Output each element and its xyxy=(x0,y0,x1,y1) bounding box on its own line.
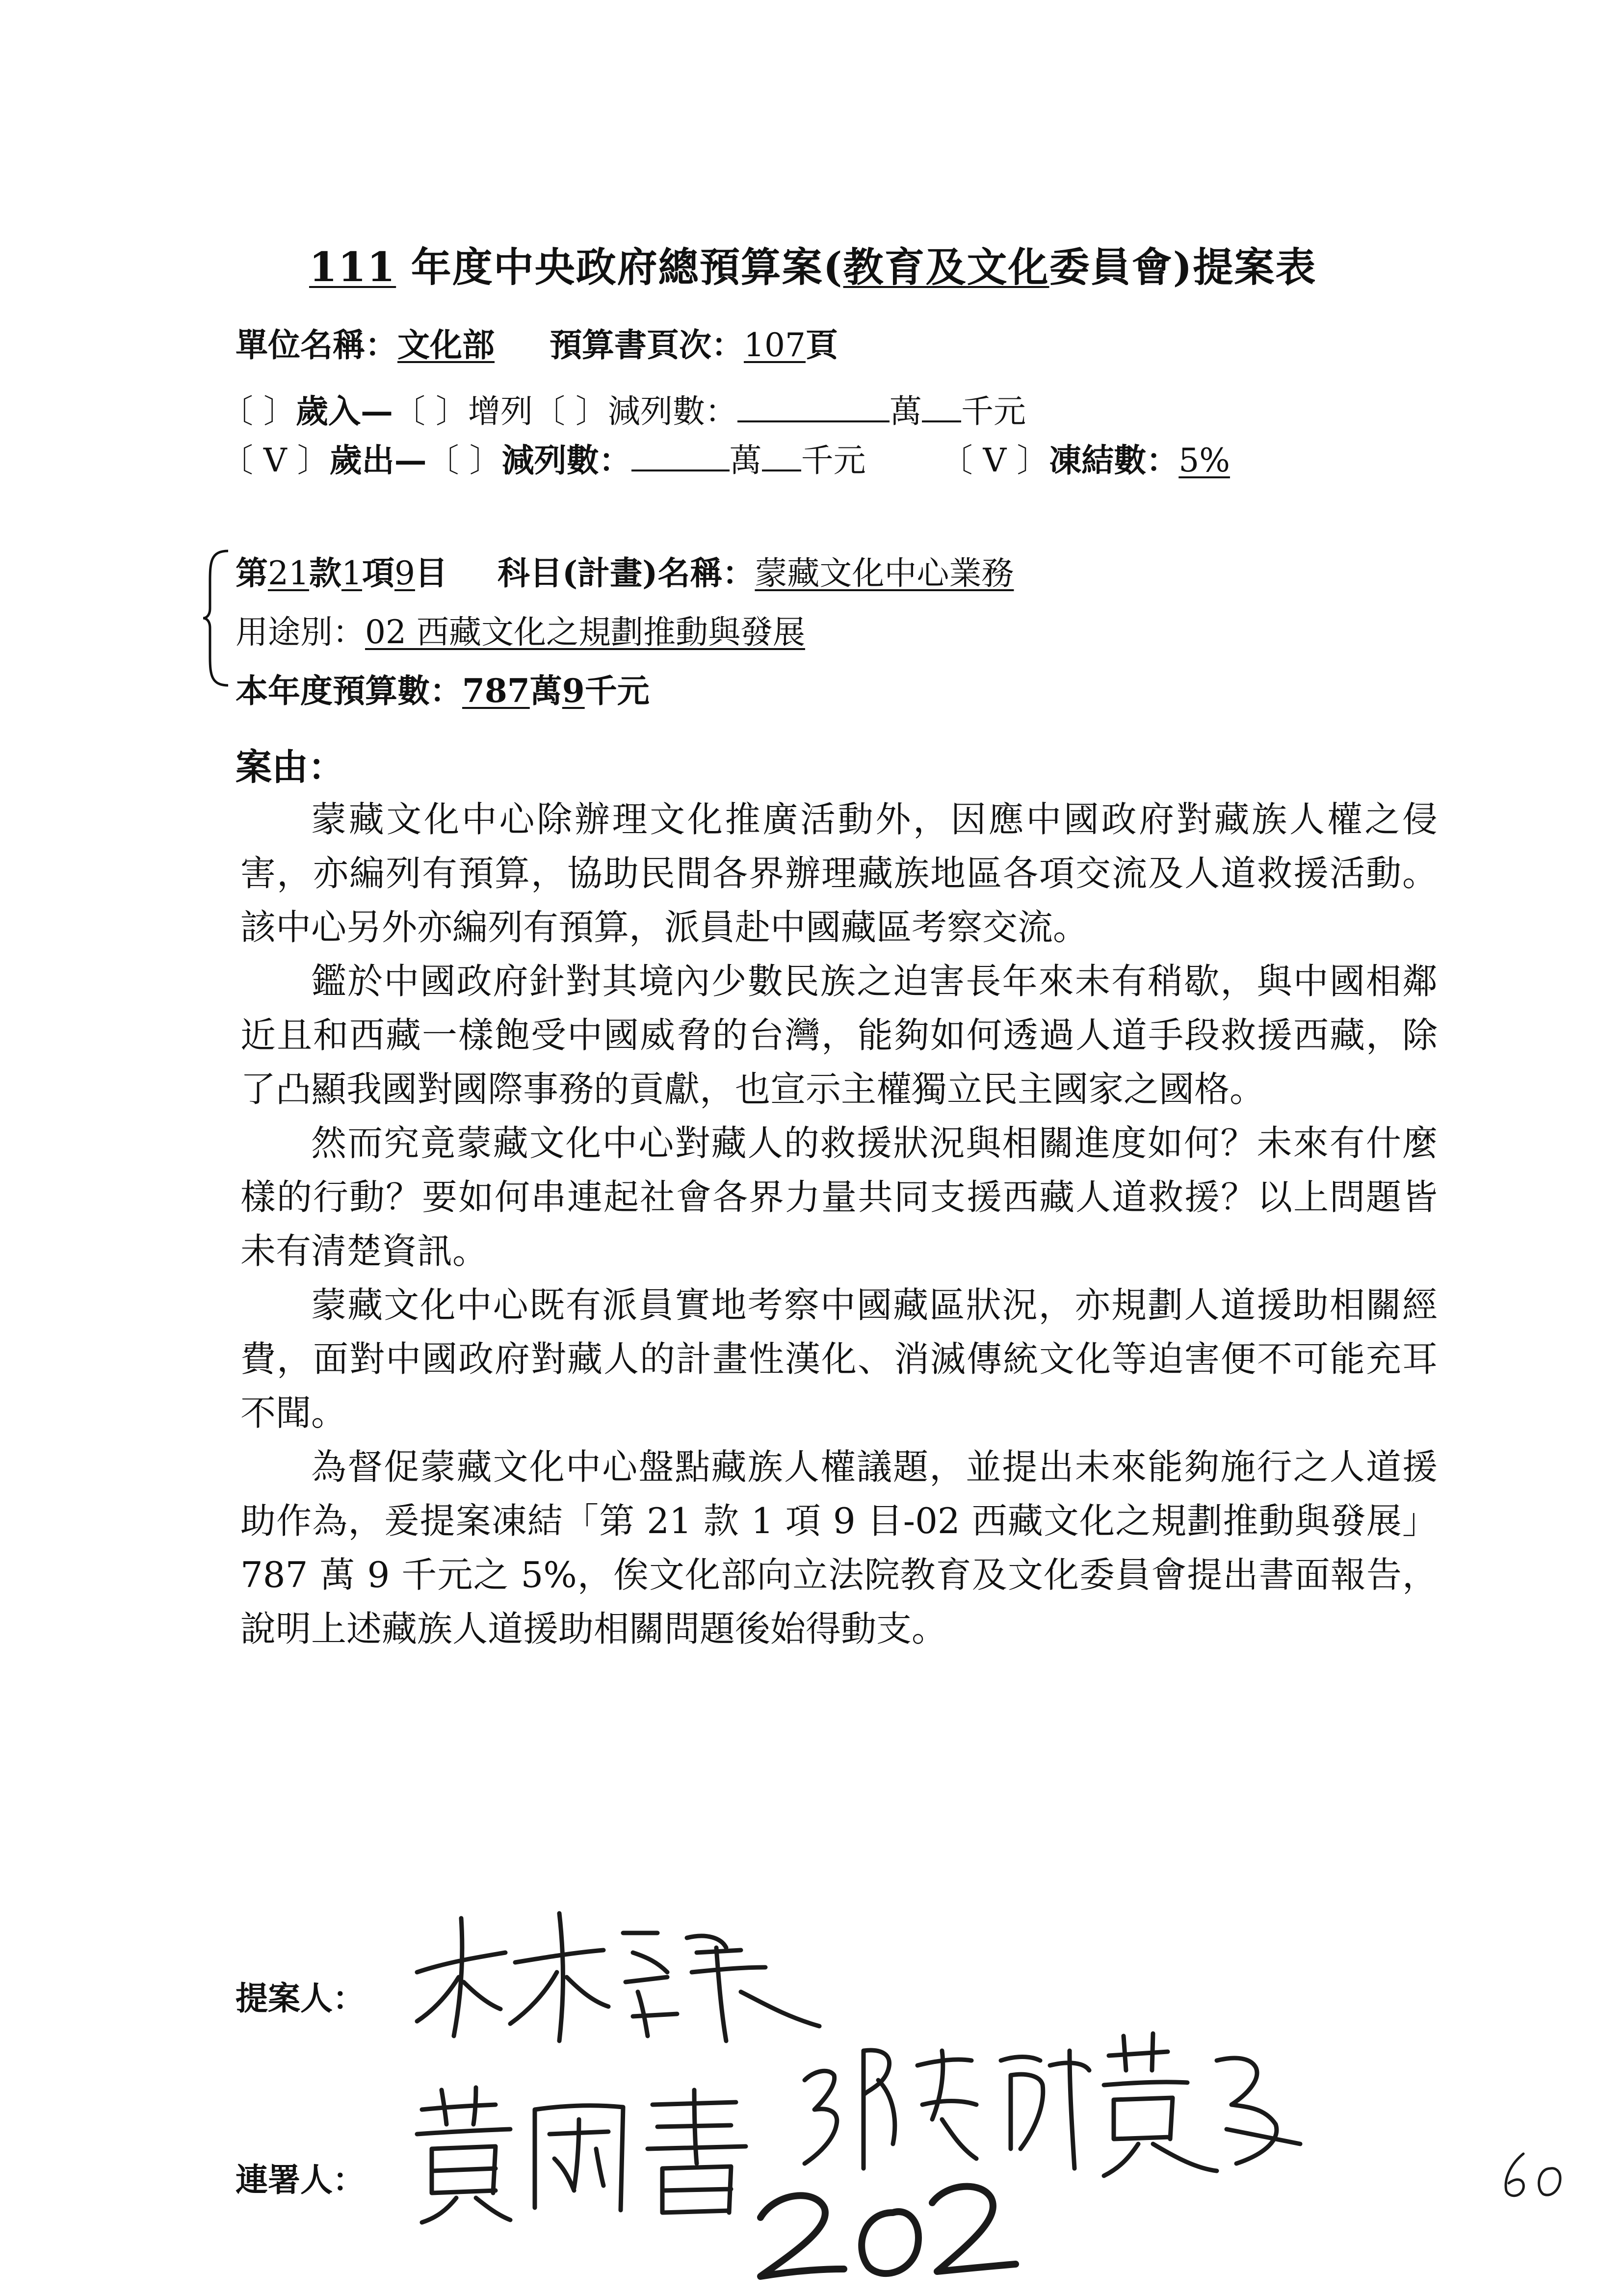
subject-label: 科目(計畫)名稱： xyxy=(497,554,755,592)
title-end: 委員會)提案表 xyxy=(1049,244,1317,291)
item-line xyxy=(236,547,1014,594)
expense-label: 歲出— xyxy=(329,441,427,479)
expense-blank-qian xyxy=(762,442,801,471)
expense-wan-unit: 萬 xyxy=(729,442,762,479)
revenue-box: 〔 〕 xyxy=(221,392,296,430)
blank-qian xyxy=(922,393,961,422)
title-middle: 年度中央政府總預算案( xyxy=(411,244,843,291)
item-di: 第 xyxy=(236,554,268,592)
freeze-label: 凍結數： xyxy=(1049,441,1179,479)
blank-wan xyxy=(737,393,890,422)
unit-label: 單位名稱： xyxy=(236,326,397,364)
reason-paragraph: 然而究竟蒙藏文化中心對藏人的救援狀況與相關進度如何？未來有什麼樣的行動？要如何串連起社會各界力量共同支援西藏人道救援？以上問題皆未有清楚資訊。 xyxy=(240,1122,1438,1272)
left-brace xyxy=(201,547,231,689)
xiang-label: 項 xyxy=(362,554,394,592)
expense-decrease-label: 減列數： xyxy=(501,441,631,479)
expense-line xyxy=(221,434,1230,481)
usage-label: 用途別： xyxy=(236,613,365,651)
usage-line xyxy=(236,606,805,652)
reason-body xyxy=(240,792,1438,1656)
budget-wan-unit: 萬 xyxy=(529,672,562,710)
expense-box: 〔 V 〕 xyxy=(221,442,330,479)
xiang-number: 1 xyxy=(341,554,362,592)
reason-paragraph: 蒙藏文化中心既有派員實地考察中國藏區狀況，亦規劃人道援助相關經費，面對中國政府對藏人的計畫性漢化、消滅傳統文化等迫害便不可能充耳不聞。 xyxy=(240,1284,1438,1434)
title-committee: 教育及文化 xyxy=(843,244,1049,291)
reason-paragraph: 鑑於中國政府針對其境內少數民族之迫害長年來未有稍歇，與中國相鄰近且和西藏一樣飽受中國威脅的台灣，能夠如何透過人道手段救援西藏，除了凸顯我國對國際事務的貢獻，也宣示主權獨立民主國家之國格。 xyxy=(240,961,1438,1110)
reason-heading: 案由： xyxy=(236,746,344,788)
proposer-label: 提案人： xyxy=(236,1979,365,2017)
kuan-number: 21 xyxy=(268,554,309,592)
page-ref-value: 107 xyxy=(743,326,806,364)
page-ref-unit: 頁 xyxy=(805,326,838,364)
page-ref-label: 預算書頁次： xyxy=(549,326,744,364)
decrease-box: 〔 〕 xyxy=(532,392,608,430)
kuan-label: 款 xyxy=(309,554,341,592)
subject-name: 蒙藏文化中心業務 xyxy=(755,554,1014,592)
budget-line xyxy=(236,665,650,711)
increase-box: 〔 〕 xyxy=(393,392,468,430)
revenue-label: 歲入— xyxy=(295,392,393,430)
unit-name: 文化部 xyxy=(397,326,495,364)
budget-label: 本年度預算數： xyxy=(236,672,462,710)
page-number xyxy=(1496,2149,1570,2203)
expense-qian-unit: 千元 xyxy=(801,442,866,479)
cosigner-signature-2 xyxy=(795,2021,1305,2188)
reason-paragraph: 為督促蒙藏文化中心盤點藏族人權議題，並提出未來能夠施行之人道援助作為，爰提案凍結「第 21 款 1 項 9 目-02 西藏文化之規劃推動與發展」787 萬 9 千元之 5%，俟文化部向立法院教育及文化委員會提出書面報告，說明上述藏族人道援助相關問題後始得動支。 xyxy=(240,1446,1438,1649)
reason-paragraph: 蒙藏文化中心除辦理文化推廣活動外，因應中國政府對藏族人權之侵害，亦編列有預算，協助民間各界辦理藏族地區各項交流及人道救援活動。該中心另外亦編列有預算，派員赴中國藏區考察交流。 xyxy=(240,799,1438,948)
qian-unit: 千元 xyxy=(961,392,1026,430)
mu-label: 目 xyxy=(415,554,447,592)
budget-wan-value: 787 xyxy=(462,672,530,710)
unit-line xyxy=(236,319,838,365)
cosigner-label: 連署人： xyxy=(236,2161,365,2199)
budget-qian-unit: 千元 xyxy=(584,672,650,710)
title-year: 111 xyxy=(309,244,396,291)
document-title xyxy=(309,235,1316,293)
proposer-signature xyxy=(402,1904,834,2051)
decrease-label: 減列數： xyxy=(607,392,737,430)
usage-value: 02 西藏文化之規劃推動與發展 xyxy=(365,613,805,651)
cosigner-signature-1 xyxy=(402,2080,756,2227)
revenue-line xyxy=(221,385,1026,432)
wan-unit: 萬 xyxy=(889,392,922,430)
budget-qian-value: 9 xyxy=(562,672,585,710)
freeze-box: 〔 V 〕 xyxy=(940,442,1049,479)
mu-number: 9 xyxy=(394,554,415,592)
increase-label: 增列 xyxy=(468,392,533,430)
expense-decrease-box: 〔 〕 xyxy=(426,442,502,479)
handwritten-number xyxy=(746,2173,1021,2286)
expense-blank-wan xyxy=(631,442,730,471)
freeze-value: 5% xyxy=(1179,442,1230,479)
